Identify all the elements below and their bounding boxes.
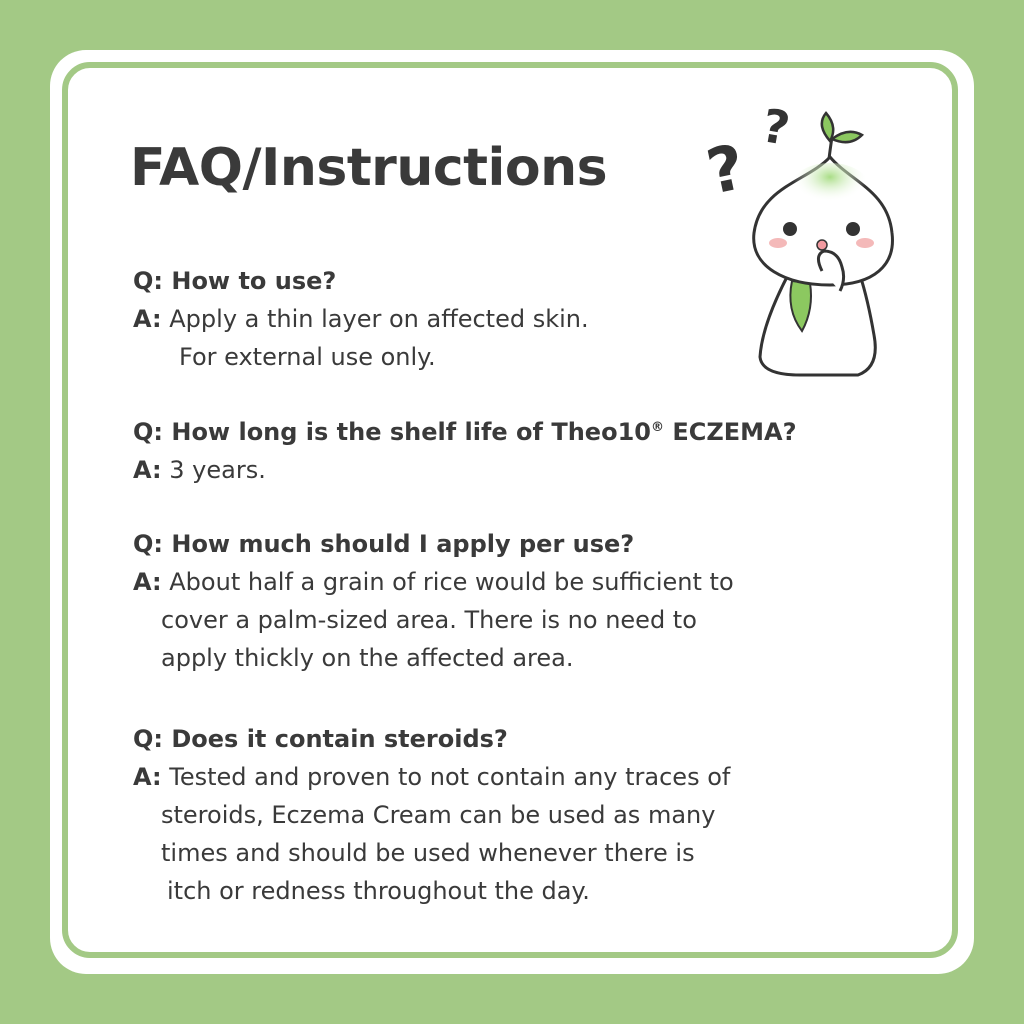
faq-item-3 <box>133 525 734 677</box>
answer-line: 3 years. <box>169 456 266 484</box>
question-label: Q: <box>133 418 163 446</box>
faq-question <box>133 413 797 451</box>
mascot-eye-right <box>846 222 860 236</box>
answer-label: A: <box>133 305 162 333</box>
faq-answer <box>133 758 730 796</box>
faq-question <box>133 720 730 758</box>
answer-line: times and should be used whenever there is <box>161 839 695 867</box>
answer-line: cover a palm-sized area. There is no need to <box>161 606 697 634</box>
answer-label: A: <box>133 456 162 484</box>
mascot-blush-left <box>769 238 787 248</box>
answer-line: For external use only. <box>179 343 436 371</box>
faq-item-4 <box>133 720 730 910</box>
faq-item-2 <box>133 413 797 489</box>
answer-line: steroids, Eczema Cream can be used as many <box>161 801 716 829</box>
mascot-head-glow <box>788 163 872 219</box>
question-text: Does it contain steroids? <box>171 725 508 753</box>
registered-mark: ® <box>650 420 664 435</box>
mascot-body <box>760 275 875 375</box>
faq-item-1 <box>133 262 589 376</box>
faq-answer <box>133 451 797 489</box>
faq-answer <box>133 300 589 338</box>
question-label: Q: <box>133 267 163 295</box>
answer-label: A: <box>133 763 162 791</box>
mascot-blush-right <box>856 238 874 248</box>
answer-line: apply thickly on the affected area. <box>161 644 574 672</box>
question-mark-large: ? <box>700 129 751 209</box>
question-mark-small: ? <box>758 98 794 157</box>
faq-question <box>133 525 734 563</box>
question-text-post: ECZEMA? <box>663 418 797 446</box>
answer-label: A: <box>133 568 162 596</box>
answer-line: itch or redness throughout the day. <box>167 877 590 905</box>
mascot-nose <box>817 240 827 250</box>
question-label: Q: <box>133 725 163 753</box>
mascot-eye-left <box>783 222 797 236</box>
question-text-pre: How long is the shelf life of Theo10 <box>171 418 651 446</box>
question-label: Q: <box>133 530 163 558</box>
faq-question <box>133 262 589 300</box>
answer-line: About half a grain of rice would be sufficient to <box>169 568 734 596</box>
answer-line: Apply a thin layer on affected skin. <box>169 305 589 333</box>
page-title: FAQ/Instructions <box>130 138 608 198</box>
question-text: How to use? <box>171 267 337 295</box>
question-text: How much should I apply per use? <box>171 530 635 558</box>
sprout-leaf-right <box>832 132 862 142</box>
faq-answer <box>133 563 734 601</box>
sprout-leaf-left <box>822 113 833 141</box>
thinking-mascot-illustration <box>690 95 910 385</box>
answer-line: Tested and proven to not contain any traces of <box>169 763 731 791</box>
